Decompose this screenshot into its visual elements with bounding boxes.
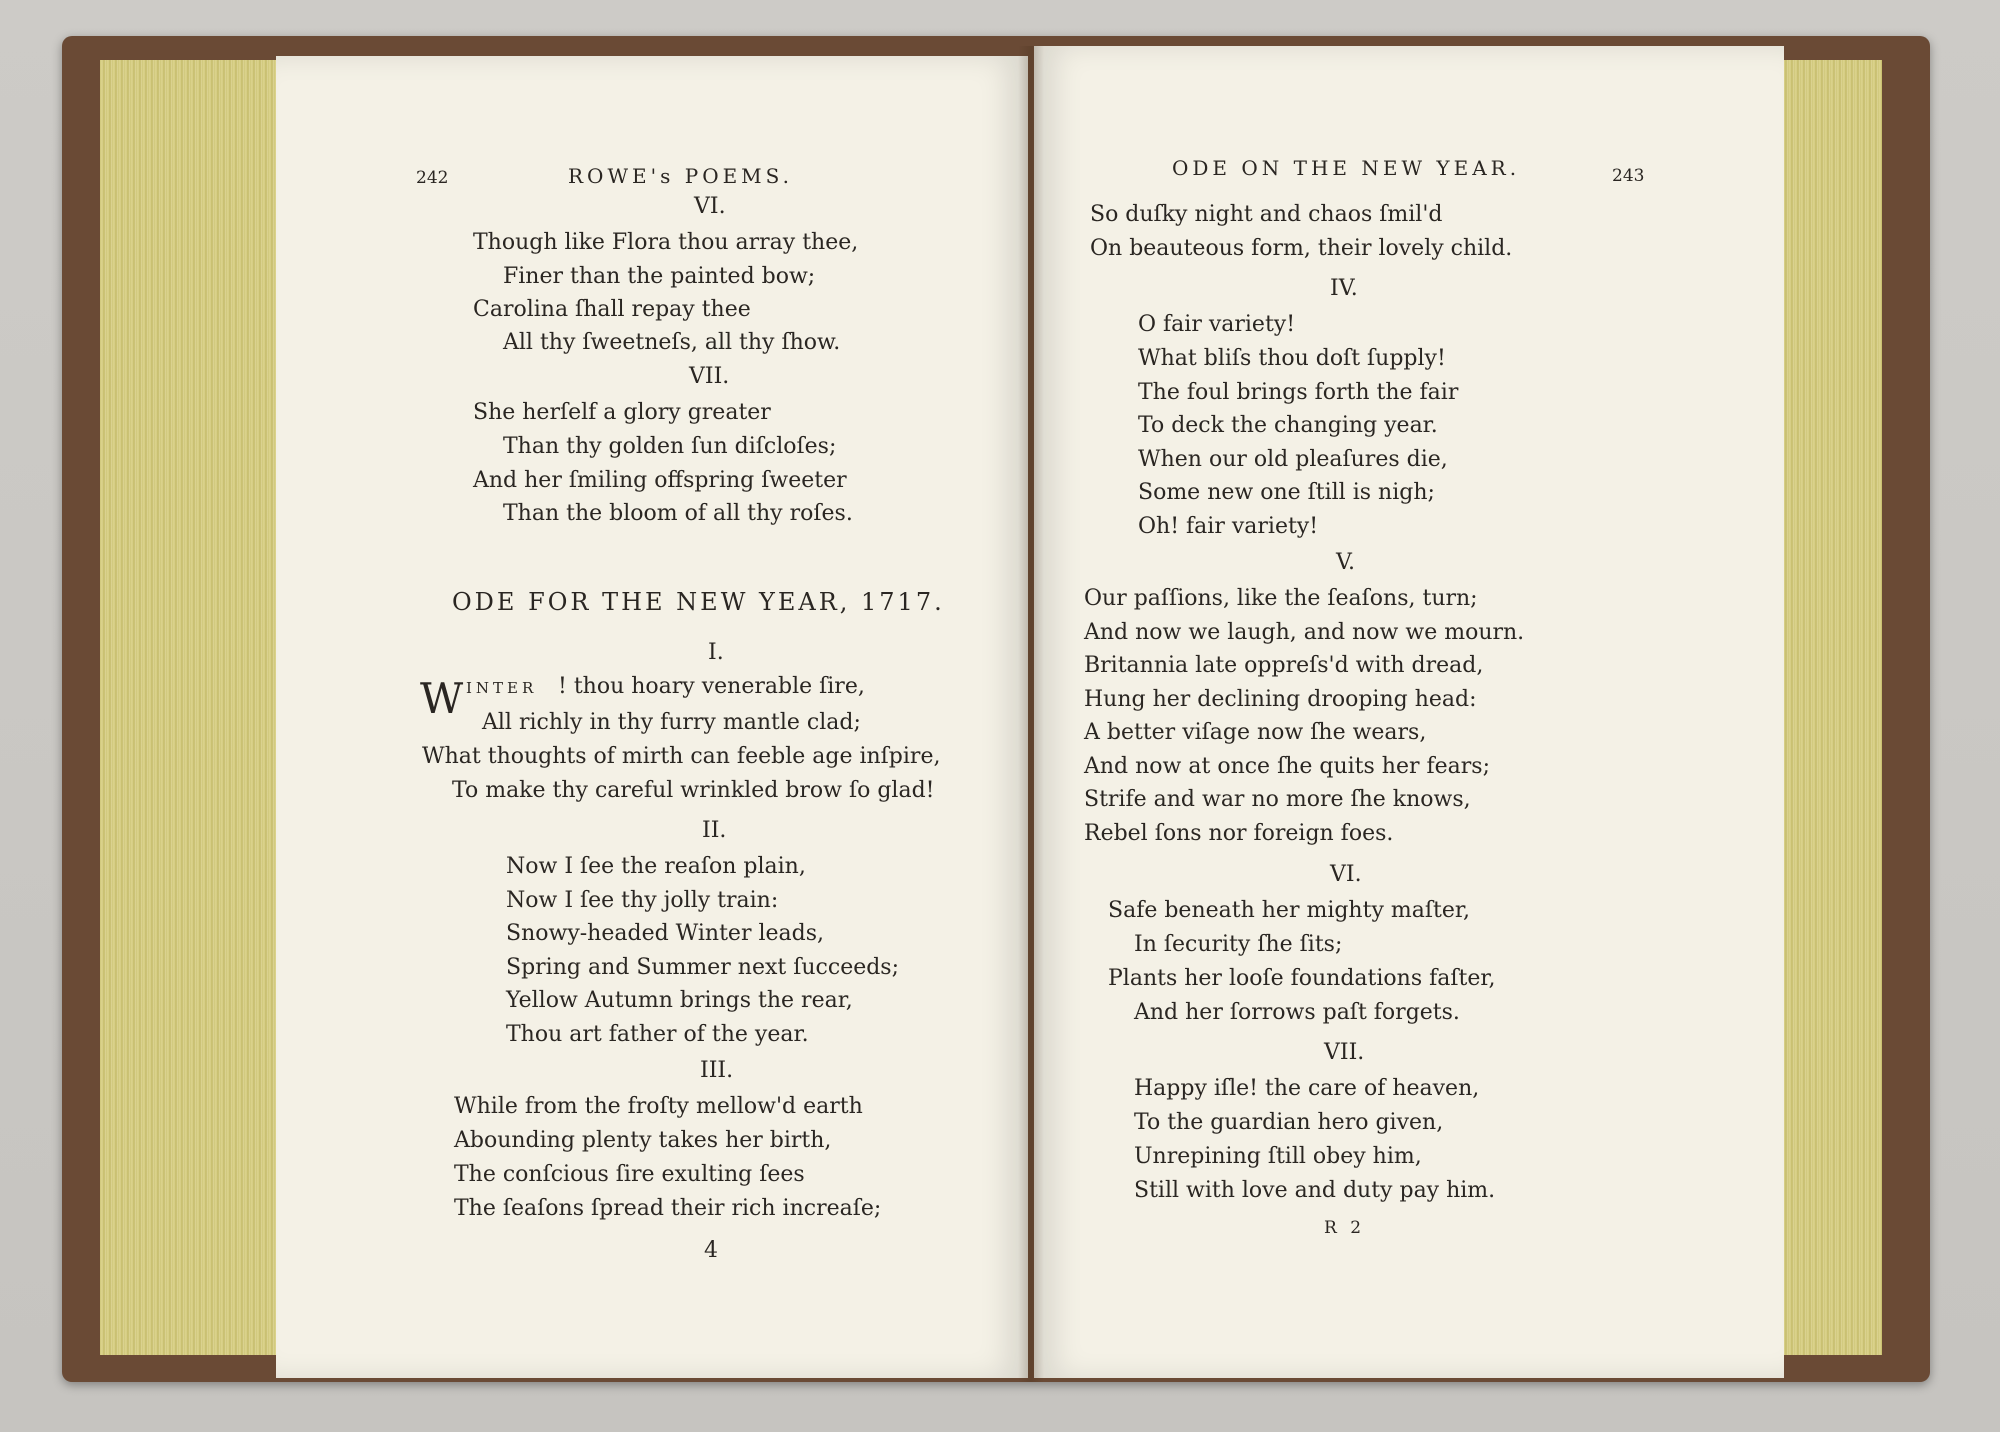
verse-line: Than thy golden ſun diſcloſes;: [503, 434, 837, 459]
verse-line: Abounding plenty takes her birth,: [454, 1128, 832, 1153]
verse-line: She herſelf a glory greater: [473, 400, 771, 425]
verse-line: To deck the changing year.: [1138, 413, 1438, 438]
verse-line: What bliſs thou doſt ſupply!: [1138, 346, 1446, 371]
right-page-edges: [1782, 60, 1882, 1355]
drop-cap: W: [420, 674, 464, 723]
verse-line: All thy ſweetneſs, all thy ſhow.: [503, 330, 841, 355]
left-page: [276, 56, 1028, 1378]
stanza-numeral: VI.: [694, 194, 726, 219]
verse-line: All richly in thy furry mantle clad;: [482, 710, 861, 735]
verse-line: And her ſmiling offspring ſweeter: [473, 468, 847, 493]
stanza-numeral: V.: [1336, 550, 1356, 575]
ode-title: ODE FOR THE NEW YEAR, 1717.: [452, 588, 945, 616]
signature-mark: R 2: [1324, 1218, 1366, 1238]
catchword: 4: [704, 1238, 718, 1263]
first-word-small-caps: INTER: [466, 679, 538, 697]
verse-line: Oh! fair variety!: [1138, 514, 1319, 539]
verse-line: Spring and Summer next ſucceeds;: [506, 955, 900, 980]
verse-line: Plants her looſe foundations faſter,: [1108, 966, 1496, 991]
verse-line: Strife and war no more ſhe knows,: [1084, 787, 1471, 812]
verse-line: Our paſſions, like the ſeaſons, turn;: [1084, 586, 1478, 611]
verse-line: Unrepining ſtill obey him,: [1134, 1144, 1422, 1169]
verse-line: O fair variety!: [1138, 312, 1296, 337]
verse-line: So duſky night and chaos ſmil'd: [1090, 202, 1443, 227]
verse-line: And her ſorrows paſt forgets.: [1134, 1000, 1460, 1025]
verse-line: Yellow Autumn brings the rear,: [506, 988, 853, 1013]
stanza-numeral: VII.: [689, 364, 730, 389]
running-head: ROWE's POEMS.: [568, 164, 794, 188]
stanza-numeral: II.: [702, 818, 727, 843]
verse-line: Hung her declining drooping head:: [1084, 687, 1477, 712]
verse-line: And now we laugh, and now we mourn.: [1084, 620, 1525, 645]
verse-line: In ſecurity ſhe ſits;: [1134, 932, 1343, 957]
stanza-numeral: VI.: [1330, 862, 1362, 887]
verse-line: To the guardian hero given,: [1134, 1110, 1444, 1135]
verse-line: Safe beneath her mighty maſter,: [1108, 898, 1470, 923]
verse-line: On beauteous form, their lovely child.: [1090, 236, 1513, 261]
left-page-edges: [100, 60, 280, 1355]
verse-line: Thou art father of the year.: [506, 1022, 809, 1047]
verse-line: Though like Flora thou array thee,: [473, 230, 859, 255]
verse-line: Than the bloom of all thy roſes.: [503, 501, 853, 526]
verse-line: While from the froſty mellow'd earth: [454, 1094, 863, 1119]
page-number: 243: [1612, 166, 1645, 186]
verse-line: Happy iſle! the care of heaven,: [1134, 1076, 1480, 1101]
verse-line: Carolina ſhall repay thee: [473, 297, 751, 322]
stanza-numeral: III.: [700, 1058, 734, 1083]
book-gutter: [1018, 46, 1044, 1382]
stanza-numeral: IV.: [1330, 276, 1358, 301]
verse-line: Still with love and duty pay him.: [1134, 1178, 1496, 1203]
verse-line: Rebel ſons nor foreign foes.: [1084, 821, 1394, 846]
verse-line: Some new one ſtill is nigh;: [1138, 480, 1435, 505]
verse-line: The ſeaſons ſpread their rich increaſe;: [454, 1196, 882, 1221]
verse-line: And now at once ſhe quits her fears;: [1084, 754, 1491, 779]
verse-line: Finer than the painted bow;: [503, 264, 816, 289]
running-head: ODE ON THE NEW YEAR.: [1172, 156, 1521, 180]
verse-line: To make thy careful wrinkled brow ſo glad!: [452, 778, 935, 803]
right-page: [1034, 46, 1784, 1378]
page-number: 242: [416, 168, 449, 188]
verse-line: Now I ſee the reaſon plain,: [506, 854, 806, 879]
verse-line: ! thou hoary venerable ſire,: [558, 674, 865, 699]
verse-line: The foul brings forth the fair: [1138, 380, 1459, 405]
verse-line: A better viſage now ſhe wears,: [1084, 720, 1427, 745]
verse-line: Now I ſee thy jolly train:: [506, 888, 779, 913]
verse-line: What thoughts of mirth can feeble age inſpire,: [422, 744, 941, 769]
verse-line: Snowy-headed Winter leads,: [506, 921, 825, 946]
stanza-numeral: VII.: [1324, 1040, 1365, 1065]
stanza-numeral: I.: [708, 640, 724, 665]
verse-line: The conſcious ſire exulting ſees: [454, 1162, 805, 1187]
verse-line: Britannia late oppreſs'd with dread,: [1084, 653, 1484, 678]
verse-line: When our old pleaſures die,: [1138, 447, 1448, 472]
